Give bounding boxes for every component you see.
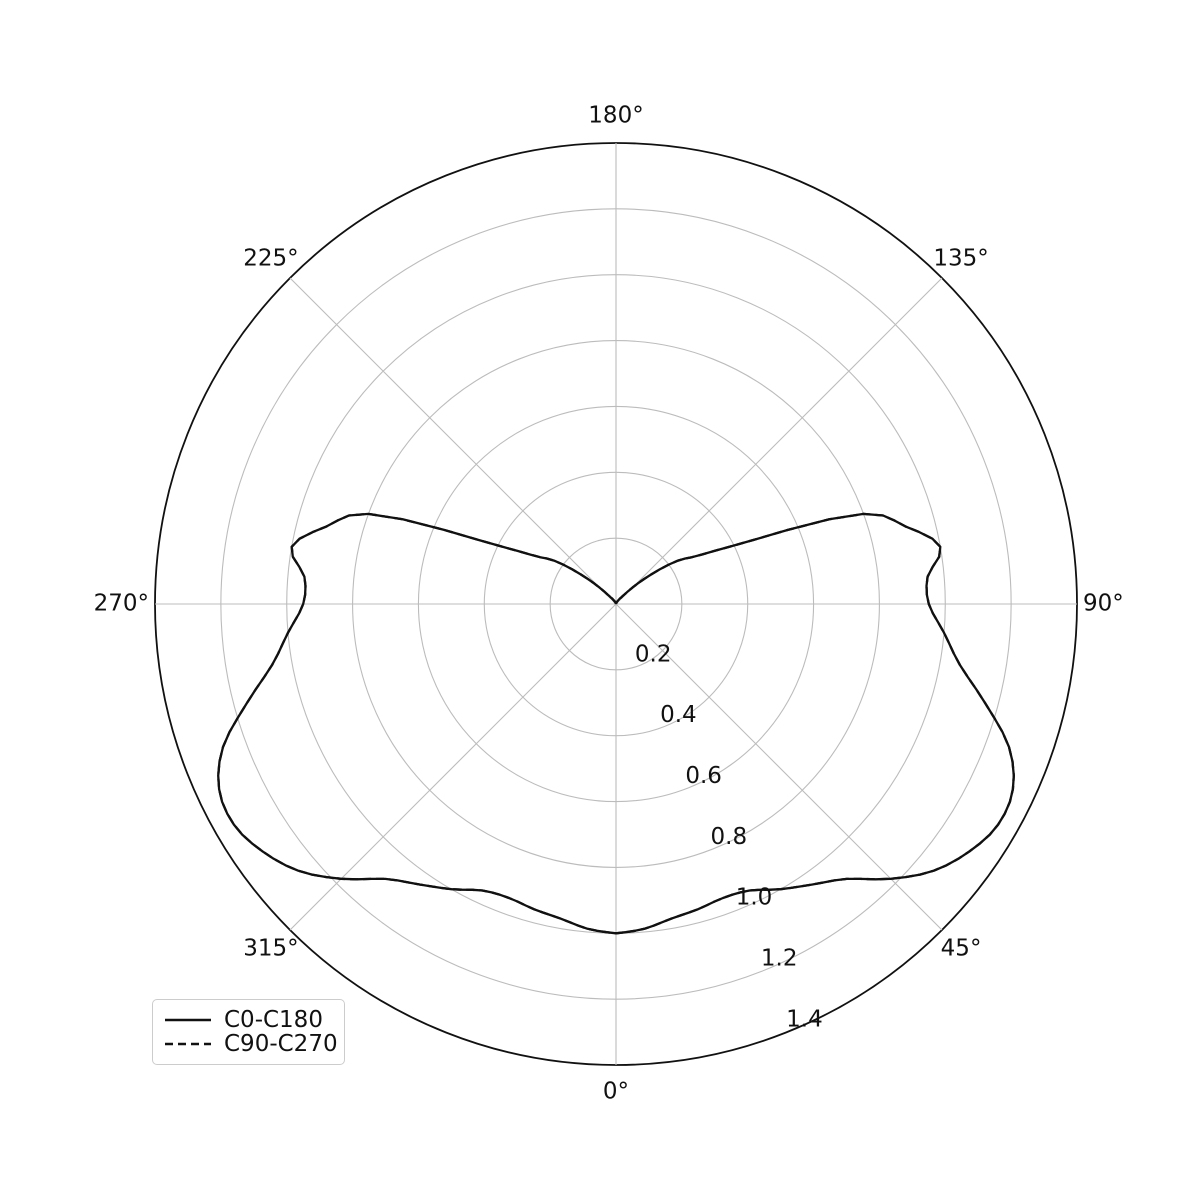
radius-label-1.2: 1.2 [760,945,798,972]
legend-item-c90-c270 [165,1030,338,1057]
radius-label-0.6: 0.6 [685,763,722,790]
angle-label-0: 0° [602,1078,630,1105]
angle-label-270: 270° [93,590,149,617]
legend-label-c90-c270: C90-C270 [224,1030,338,1057]
grid-spoke-315 [290,604,616,930]
radius-label-1.0: 1.0 [735,884,773,911]
angle-label-135: 135° [933,245,989,272]
radius-label-0.4: 0.4 [660,702,697,729]
legend [152,999,345,1065]
radius-label-1.4: 1.4 [786,1006,823,1033]
angle-label-315: 315° [243,935,299,962]
angle-label-45: 45° [940,935,982,962]
legend-solid-line-sample [165,1017,211,1023]
radius-label-0.2: 0.2 [634,641,672,668]
grid-spoke-225 [290,278,616,604]
legend-item-c0-c180 [165,1008,332,1032]
angle-label-180: 180° [588,102,644,129]
angle-label-225: 225° [243,245,299,272]
angle-label-90: 90° [1083,590,1124,617]
legend-label-c0-c180: C0-C180 [224,1006,323,1033]
grid-spoke-135 [616,278,942,604]
radius-label-0.8: 0.8 [710,823,748,850]
legend-dashed-line-sample [165,1041,211,1047]
